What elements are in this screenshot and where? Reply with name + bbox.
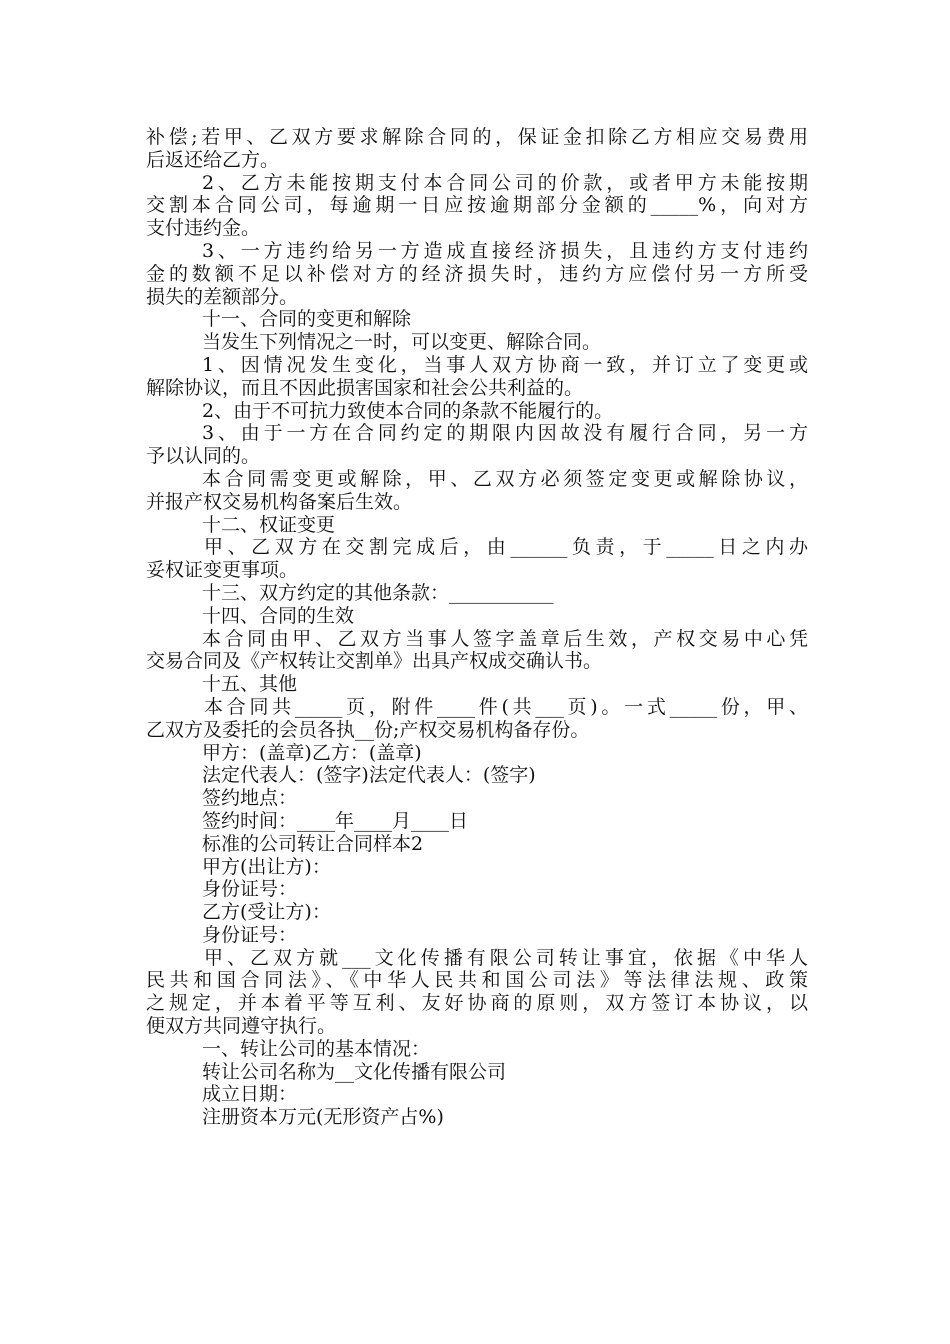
text-line: 成立日期： (202, 1083, 298, 1106)
text-line: 本合同由甲、乙双方当事人签字盖章后生效，产权交易中心凭 (202, 627, 808, 650)
text-line: 转让公司名称为__文化传播有限公司 (202, 1060, 507, 1083)
text-line: 1、因情况发生变化，当事人双方协商一致，并订立了变更或 (202, 353, 808, 376)
text-line: 便双方共同遵守执行。 (146, 1015, 337, 1038)
text-line: 补偿;若甲、乙双方要求解除合同的，保证金扣除乙方相应交易费用 (146, 126, 808, 148)
text-line: 之规定，并本着平等互利、友好协商的原则，双方签订本协议，以 (146, 992, 808, 1015)
text-line: 本合同需变更或解除，甲、乙双方必须签定变更或解除协议， (202, 467, 808, 490)
text-line: 甲方：(盖章)乙方：(盖章) (202, 741, 422, 764)
text-line: 十一、合同的变更和解除 (202, 308, 412, 331)
text-line: 予以认同的。 (146, 445, 261, 468)
text-line: 签约地点： (202, 787, 298, 810)
text-line: 2、由于不可抗力致使本合同的条款不能履行的。 (202, 399, 614, 422)
text-line: 一、转让公司的基本情况： (202, 1037, 431, 1060)
text-line: 甲、乙双方在交割完成后，由______负责，于_____日之内办 (204, 536, 808, 559)
text-line: 交易合同及《产权转让交割单》出具产权成交确认书。 (146, 650, 603, 673)
text-line: 金的数额不足以补偿对方的经济损失时，违约方应偿付另一方所受 (146, 262, 808, 285)
text-line: 3、由于一方在合同约定的期限内因故没有履行合同，另一方 (202, 422, 808, 445)
text-line: 身份证号： (202, 878, 298, 901)
text-line: 妥权证变更事项。 (146, 559, 299, 582)
text-line: 甲方(出让方)： (202, 855, 331, 878)
text-line: 损失的差额部分。 (146, 285, 299, 308)
text-line: 并报产权交易机构备案后生效。 (146, 490, 413, 513)
text-line: 支付违约金。 (146, 217, 261, 240)
text-line: 乙方(受让方)： (202, 901, 331, 924)
text-line: 民共和国合同法》、《中华人民共和国公司法》等法律法规、政策 (146, 969, 808, 992)
text-line: 法定代表人：(签字)法定代表人：(签字) (202, 764, 536, 787)
text-line: 交割本合同公司，每逾期一日应按逾期部分金额的_____%，向对方 (146, 194, 808, 217)
text-line: 十四、合同的生效 (202, 604, 355, 627)
text-line: 当发生下列情况之一时，可以变更、解除合同。 (202, 331, 602, 354)
text-line: 十二、权证变更 (202, 513, 336, 536)
text-line: 签约时间：____年____月____日 (202, 809, 469, 832)
text-line: 注册资本万元(无形资产占%) (202, 1106, 444, 1129)
text-line: 乙双方及委托的会员各执__份;产权交易机构备存份。 (146, 718, 590, 741)
text-line: 后返还给乙方。 (146, 148, 280, 171)
text-line: 3、一方违约给另一方造成直接经济损失，且违约方支付违约 (202, 239, 808, 262)
text-line: 2、乙方未能按期支付本合同公司的价款，或者甲方未能按期 (202, 171, 808, 194)
text-line: 标准的公司转让合同样本2 (202, 832, 424, 855)
document-page (146, 126, 808, 1129)
text-line: 十三、双方约定的其他条款：___________ (202, 581, 554, 604)
text-line: 甲、乙双方就___文化传播有限公司转让事宜，依据《中华人 (204, 946, 808, 969)
text-line: 十五、其他 (202, 673, 298, 696)
text-line: 解除协议，而且不因此损害国家和社会公共利益的。 (146, 376, 584, 399)
text-line: 身份证号： (202, 923, 298, 946)
text-line: 本合同共_____页，附件____件(共___页)。一式_____份，甲、 (204, 695, 808, 718)
